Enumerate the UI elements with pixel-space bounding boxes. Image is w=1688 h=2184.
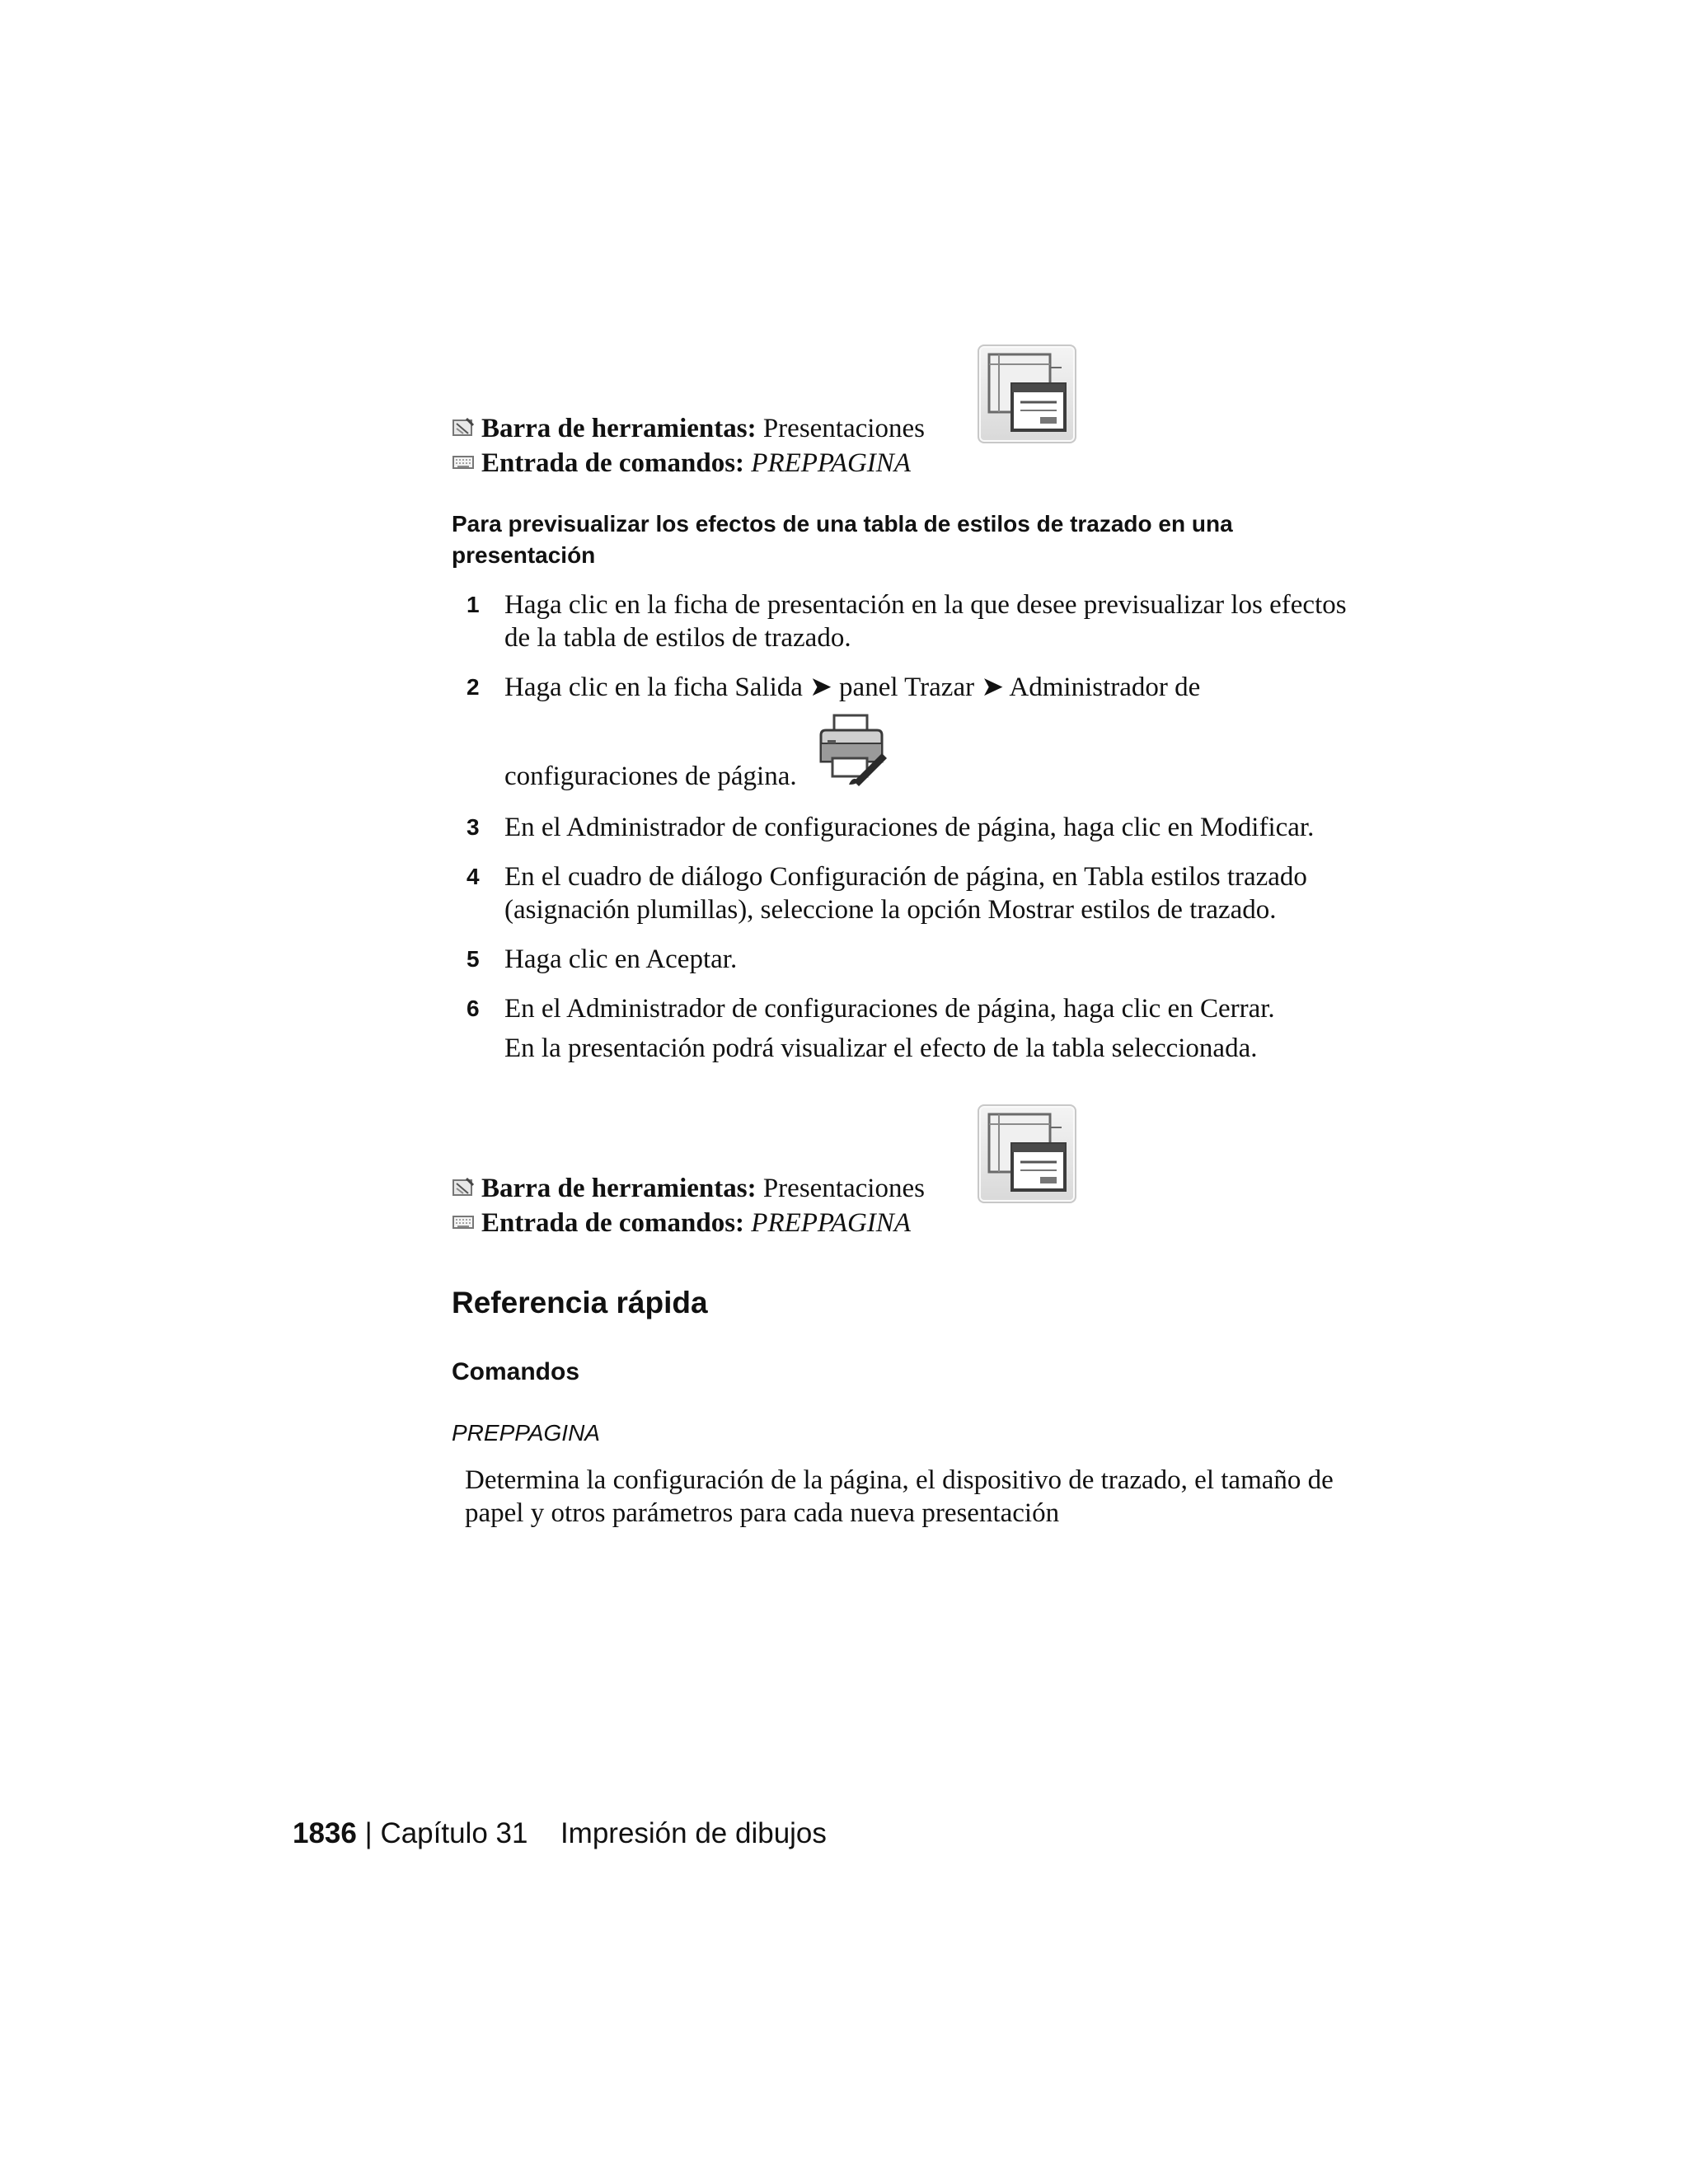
toolbar-value: Presentaciones (762, 1174, 925, 1203)
command-line-icon (452, 448, 475, 470)
toolbar-value: Presentaciones (762, 414, 925, 443)
page-number: 1836 (293, 1817, 357, 1849)
toolbar-label: Barra de herramientas: (481, 1174, 757, 1203)
toolbar-access-line (452, 412, 925, 445)
chapter-label: Capítulo 31 (380, 1817, 528, 1849)
step-number: 4 (467, 864, 480, 889)
command-access-line (452, 1207, 911, 1240)
command-value: PREPPAGINA (751, 448, 911, 478)
subsection-heading: Comandos (452, 1358, 580, 1385)
section-heading: Referencia rápida (452, 1286, 708, 1319)
step-text: En el Administrador de configuraciones de página, haga clic en Modificar. (504, 813, 1315, 842)
page-setup-icon (978, 344, 1076, 443)
step-text: En el Administrador de configuraciones de página, haga clic en Cerrar. (504, 994, 1275, 1024)
step-number: 5 (467, 946, 480, 972)
step-number: 6 (467, 996, 480, 1021)
command-line-icon (452, 1208, 475, 1230)
step-number: 1 (467, 592, 480, 617)
step-text: Haga clic en la ficha Salida ➤ panel Trazar ➤ Administrador de (504, 673, 1201, 702)
command-label: Entrada de comandos: (481, 448, 745, 478)
toolbar-icon (452, 414, 475, 435)
step-text: configuraciones de página. (504, 762, 797, 791)
toolbar-access-line (452, 1172, 925, 1205)
command-value: PREPPAGINA (751, 1208, 911, 1238)
procedure-title: Para previsualizar los efectos de una tabla de estilos de trazado en una presentación (452, 511, 1233, 568)
command-access-line (452, 447, 911, 480)
command-description: Determina la configuración de la página, el dispositivo de trazado, el tamaño de papel y otros parámetros para cada nueva presentación (465, 1465, 1334, 1528)
page-setup-icon (978, 1104, 1076, 1203)
toolbar-icon (452, 1174, 475, 1195)
step-number: 3 (467, 814, 480, 840)
page-setup-manager-icon (816, 710, 890, 786)
step-result: En la presentación podrá visualizar el efecto de la tabla seleccionada. (504, 1033, 1258, 1063)
step-text: En el cuadro de diálogo Configuración de página, en Tabla estilos trazado (asignación plumillas), seleccione la opción Mostrar estilos de trazado. (504, 862, 1307, 925)
command-label: Entrada de comandos: (481, 1208, 745, 1238)
command-name: PREPPAGINA (452, 1420, 600, 1446)
page-footer (293, 1817, 827, 1850)
step-text: Haga clic en la ficha de presentación en la que desee previsualizar los efectos de la tabla de estilos de trazado. (504, 590, 1347, 653)
chapter-title: Impresión de dibujos (560, 1817, 827, 1849)
step-text: Haga clic en Aceptar. (504, 944, 738, 974)
footer-separator: | (364, 1817, 373, 1849)
step-number: 2 (467, 674, 480, 700)
toolbar-label: Barra de herramientas: (481, 414, 757, 443)
